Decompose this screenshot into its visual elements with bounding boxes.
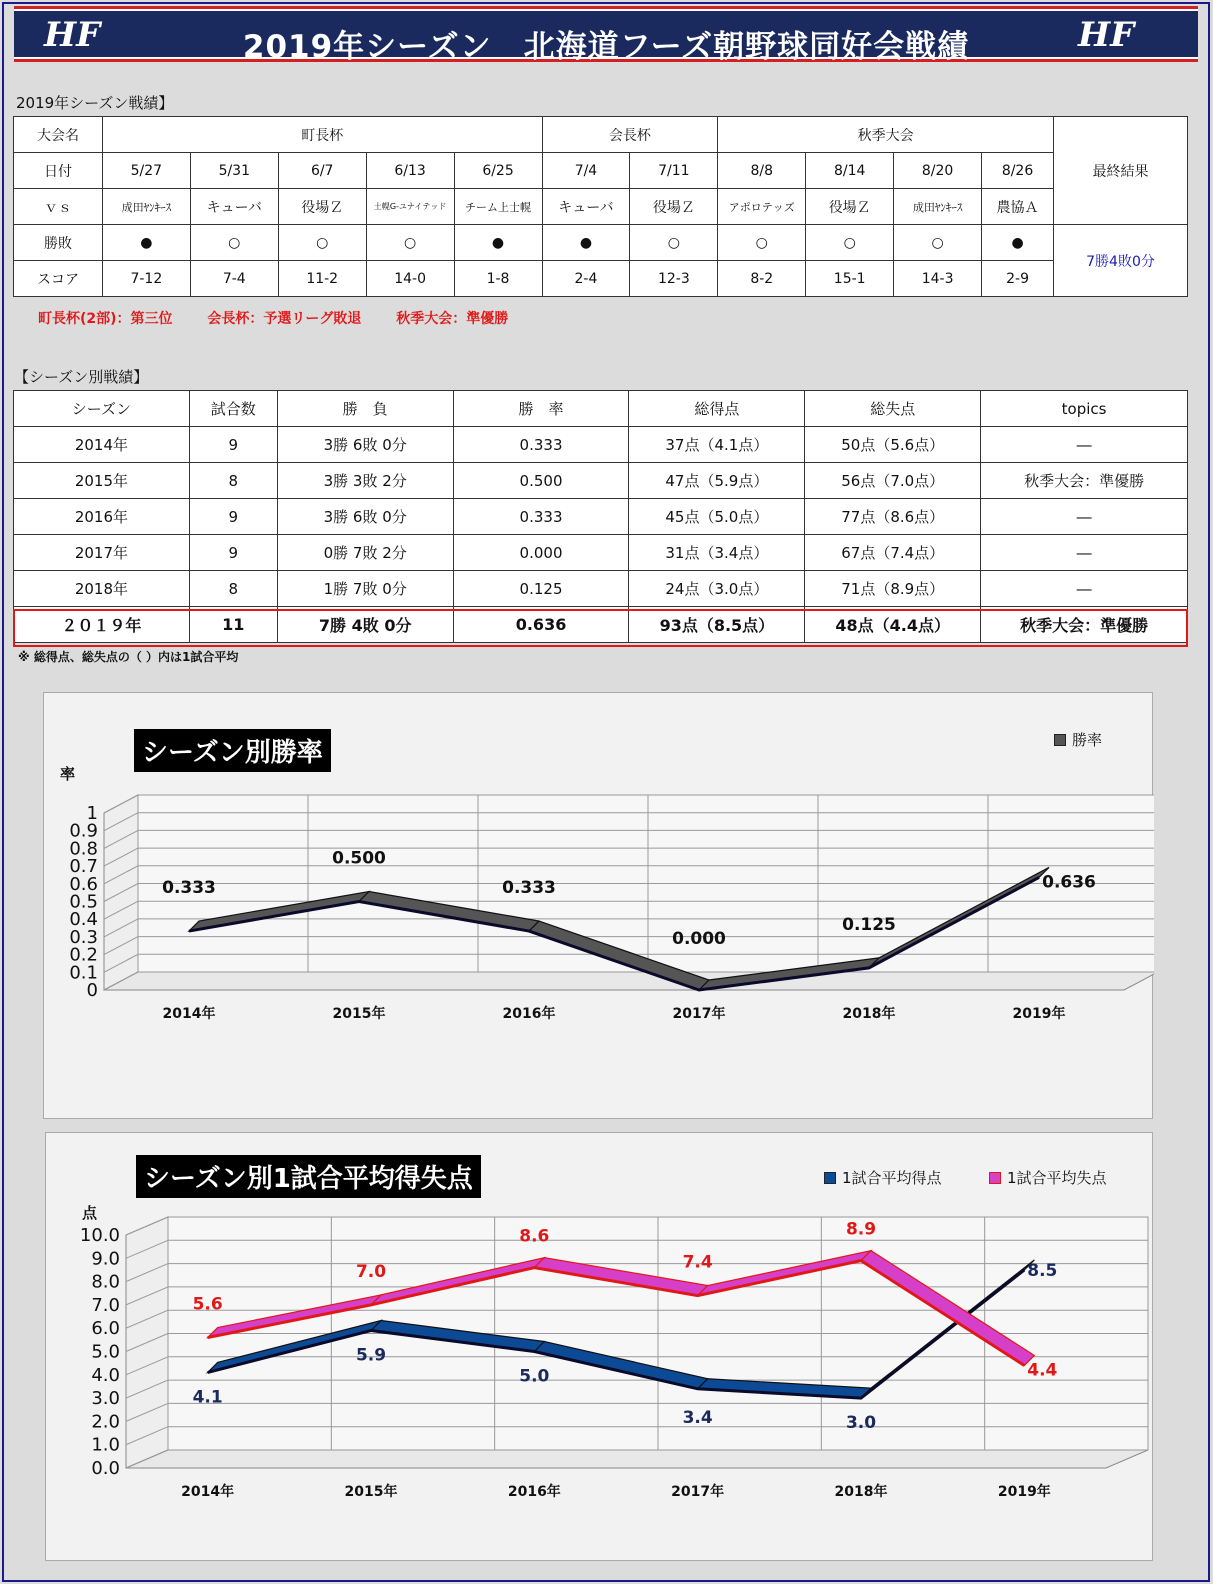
- game-opponent: 成田ﾔﾝｷｰｽ: [894, 189, 982, 225]
- tournament-name: 町長杯: [102, 117, 542, 153]
- note: 秋季大会：準優勝: [396, 311, 509, 327]
- game-score: 7-12: [102, 261, 190, 297]
- legend-swatch: [989, 1172, 1001, 1184]
- opponent-row: [14, 189, 1188, 225]
- history-cell: 3勝 3敗 2分: [277, 463, 453, 499]
- final-label: 最終結果: [1054, 117, 1188, 225]
- y-tick-label: 3.0: [91, 1388, 120, 1410]
- history-cell: 71点（8.9点）: [805, 571, 981, 607]
- game-date: 7/11: [630, 153, 718, 189]
- data-label: 0.125: [842, 914, 896, 935]
- game-opponent: 農協Ａ: [982, 189, 1054, 225]
- game-opponent: 成田ﾔﾝｷｰｽ: [102, 189, 190, 225]
- season-section-label: 2019年シーズン戦績】: [16, 94, 174, 112]
- data-label: 0.333: [502, 878, 556, 899]
- season-results-table: [13, 116, 1188, 297]
- x-tick-label: 2019年: [997, 1484, 1051, 1500]
- y-tick-label: 0.9: [69, 820, 98, 842]
- history-row: [14, 463, 1188, 499]
- legend-swatch: [1054, 734, 1066, 746]
- history-cell: 2016年: [14, 499, 190, 535]
- history-cell: 45点（5.0点）: [629, 499, 805, 535]
- game-opponent: 役場Ｚ: [630, 189, 718, 225]
- history-cell: 8: [189, 571, 277, 607]
- history-cell: 0.333: [453, 499, 629, 535]
- game-score: 14-3: [894, 261, 982, 297]
- history-row: [14, 535, 1188, 571]
- game-score: 1-8: [454, 261, 542, 297]
- chart-floor: [104, 972, 1154, 990]
- y-tick-label: 0.4: [69, 909, 98, 931]
- history-cell: 2018年: [14, 571, 190, 607]
- history-cell: 67点（7.4点）: [805, 535, 981, 571]
- tournament-name: 会長杯: [542, 117, 718, 153]
- history-cell: 8: [189, 463, 277, 499]
- history-cell: 2015年: [14, 463, 190, 499]
- row-label: 大会名: [14, 117, 103, 153]
- y-axis-label: 点: [82, 1204, 98, 1222]
- legend-label: 勝率: [1071, 731, 1102, 749]
- y-tick-label: 5.0: [91, 1341, 120, 1363]
- history-row: [14, 571, 1188, 607]
- game-date: 7/4: [542, 153, 630, 189]
- history-cell: ―: [981, 499, 1188, 535]
- y-tick-label: 4.0: [91, 1364, 120, 1386]
- scored-legend: [824, 1167, 942, 1188]
- game-result: ○: [278, 225, 366, 261]
- page-title: 2019年シーズン 北海道フーズ朝野球同好会戦績: [242, 29, 970, 65]
- history-cell: 24点（3.0点）: [629, 571, 805, 607]
- history-cell: ―: [981, 571, 1188, 607]
- history-cell: 47点（5.9点）: [629, 463, 805, 499]
- history-header-row: [14, 391, 1188, 427]
- history-cell: 93点（8.5点）: [629, 607, 805, 643]
- final-result-value: 7勝4敗0分: [1054, 225, 1188, 297]
- history-header-cell: 勝 率: [453, 391, 629, 427]
- footnote: ※ 総得点、総失点の（ ）内は1試合平均: [18, 650, 239, 664]
- data-label: 8.6: [519, 1226, 550, 1247]
- data-label: 4.1: [192, 1387, 223, 1408]
- history-row: [14, 607, 1188, 643]
- game-opponent: チーム上士幌: [454, 189, 542, 225]
- x-tick-label: 2014年: [181, 1484, 235, 1500]
- history-cell: 0勝 7敗 2分: [277, 535, 453, 571]
- date-row: [14, 153, 1188, 189]
- title-banner: [14, 6, 1198, 65]
- history-cell: 11: [189, 607, 277, 643]
- history-header-cell: topics: [981, 391, 1188, 427]
- history-cell: 7勝 4敗 0分: [277, 607, 453, 643]
- tournament-row: [14, 117, 1188, 153]
- data-label: 7.0: [355, 1261, 387, 1282]
- game-score: 12-3: [630, 261, 718, 297]
- game-result: ○: [630, 225, 718, 261]
- y-tick-label: 0.7: [69, 856, 98, 878]
- history-cell: ―: [981, 427, 1188, 463]
- note: 会長杯：予選リーグ敗退: [207, 311, 362, 327]
- history-cell: 0.636: [453, 607, 629, 643]
- row-label: 勝敗: [14, 225, 103, 261]
- y-tick-label: 1: [86, 803, 98, 824]
- y-tick-label: 2.0: [91, 1411, 120, 1433]
- history-cell: 2014年: [14, 427, 190, 463]
- y-tick-label: 8.0: [91, 1271, 120, 1293]
- team-logo-right: HF: [1078, 15, 1135, 55]
- game-result: ●: [982, 225, 1054, 261]
- data-label: 8.5: [1027, 1260, 1058, 1281]
- history-header-cell: 試合数: [189, 391, 277, 427]
- game-opponent: 土幌G-ユナイテッド: [366, 189, 454, 225]
- history-row: [14, 499, 1188, 535]
- game-date: 8/20: [894, 153, 982, 189]
- game-date: 6/13: [366, 153, 454, 189]
- history-header-cell: シーズン: [14, 391, 190, 427]
- season-history-table: [13, 390, 1188, 643]
- game-date: 6/25: [454, 153, 542, 189]
- legend-label: 1試合平均得点: [842, 1169, 942, 1187]
- history-header-cell: 勝 負: [277, 391, 453, 427]
- allowed-legend: [989, 1167, 1107, 1188]
- game-score: 8-2: [718, 261, 806, 297]
- history-cell: 31点（3.4点）: [629, 535, 805, 571]
- data-label: 3.0: [845, 1413, 877, 1434]
- history-cell: 48点（4.4点）: [805, 607, 981, 643]
- y-tick-label: 7.0: [91, 1294, 120, 1316]
- team-logo-left: HF: [44, 15, 101, 55]
- history-cell: 50点（5.6点）: [805, 427, 981, 463]
- game-score: 15-1: [806, 261, 894, 297]
- game-result: ○: [894, 225, 982, 261]
- data-label: 5.0: [519, 1366, 550, 1387]
- game-score: 7-4: [190, 261, 278, 297]
- result-row: [14, 225, 1188, 261]
- history-cell: 56点（7.0点）: [805, 463, 981, 499]
- data-label: 8.9: [845, 1219, 877, 1240]
- game-result: ○: [718, 225, 806, 261]
- y-tick-label: 0: [86, 980, 98, 1001]
- history-cell: 0.500: [453, 463, 629, 499]
- chart-floor: [126, 1450, 1148, 1468]
- history-cell: 3勝 6敗 0分: [277, 427, 453, 463]
- history-cell: 9: [189, 535, 277, 571]
- x-tick-label: 2017年: [672, 1006, 726, 1022]
- score-avg-chart-panel: [45, 1132, 1153, 1561]
- history-cell: 9: [189, 427, 277, 463]
- data-label: 5.6: [192, 1294, 223, 1315]
- legend-label: 1試合平均失点: [1007, 1169, 1107, 1187]
- game-date: 5/31: [190, 153, 278, 189]
- history-cell: ―: [981, 535, 1188, 571]
- x-tick-label: 2015年: [332, 1006, 386, 1022]
- data-label: 0.000: [672, 929, 726, 949]
- x-tick-label: 2015年: [344, 1484, 398, 1500]
- y-tick-label: 1.0: [91, 1434, 120, 1456]
- history-cell: 37点（4.1点）: [629, 427, 805, 463]
- history-cell: 0.333: [453, 427, 629, 463]
- data-label: 0.500: [332, 848, 386, 869]
- game-score: 2-4: [542, 261, 630, 297]
- game-date: 5/27: [102, 153, 190, 189]
- game-date: 6/7: [278, 153, 366, 189]
- game-result: ○: [190, 225, 278, 261]
- history-cell: 秋季大会：準優勝: [981, 463, 1188, 499]
- x-tick-label: 2016年: [502, 1006, 556, 1022]
- y-tick-label: 0.1: [69, 962, 98, 984]
- history-cell: 0.000: [453, 535, 629, 571]
- y-tick-label: 0.2: [69, 944, 98, 966]
- game-result: ○: [806, 225, 894, 261]
- game-date: 8/14: [806, 153, 894, 189]
- game-score: 2-9: [982, 261, 1054, 297]
- history-cell: 秋季大会：準優勝: [981, 607, 1188, 643]
- game-opponent: キューバ: [190, 189, 278, 225]
- row-label: ｖｓ: [14, 189, 103, 225]
- win-rate-chart-title: シーズン別勝率: [134, 729, 331, 772]
- win-rate-legend: [1054, 729, 1102, 750]
- y-tick-label: 0.3: [69, 926, 98, 948]
- history-cell: 3勝 6敗 0分: [277, 499, 453, 535]
- data-label: 5.9: [355, 1345, 387, 1366]
- game-result: ●: [102, 225, 190, 261]
- history-cell: 2017年: [14, 535, 190, 571]
- history-cell: 9: [189, 499, 277, 535]
- x-tick-label: 2016年: [507, 1484, 561, 1500]
- history-cell: 77点（8.6点）: [805, 499, 981, 535]
- y-tick-label: 0.8: [69, 838, 98, 860]
- y-tick-label: 10.0: [79, 1225, 120, 1246]
- y-tick-label: 0.6: [69, 873, 98, 895]
- history-row: [14, 427, 1188, 463]
- y-tick-label: 9.0: [91, 1248, 120, 1270]
- game-opponent: キューバ: [542, 189, 630, 225]
- row-label: スコア: [14, 261, 103, 297]
- data-label: 0.333: [162, 878, 216, 899]
- game-result: ●: [454, 225, 542, 261]
- tournament-notes: [38, 308, 538, 328]
- history-cell: 1勝 7敗 0分: [277, 571, 453, 607]
- game-opponent: 役場Ｚ: [278, 189, 366, 225]
- history-cell: 0.125: [453, 571, 629, 607]
- y-tick-label: 0.0: [91, 1458, 120, 1479]
- history-cell: ２０１９年: [14, 607, 190, 643]
- row-label: 日付: [14, 153, 103, 189]
- game-result: ○: [366, 225, 454, 261]
- score-avg-chart-title: シーズン別1試合平均得失点: [136, 1155, 481, 1198]
- x-tick-label: 2019年: [1012, 1006, 1066, 1022]
- game-date: 8/26: [982, 153, 1054, 189]
- x-tick-label: 2017年: [671, 1484, 725, 1500]
- data-label: 4.4: [1027, 1360, 1058, 1381]
- note: 町長杯(2部)：第三位: [38, 311, 173, 327]
- win-rate-chart-panel: [43, 692, 1153, 1119]
- x-tick-label: 2014年: [162, 1006, 216, 1022]
- game-opponent: 役場Ｚ: [806, 189, 894, 225]
- game-opponent: アポロテッズ: [718, 189, 806, 225]
- game-score: 14-0: [366, 261, 454, 297]
- x-tick-label: 2018年: [842, 1006, 896, 1022]
- data-label: 7.4: [682, 1252, 713, 1273]
- score-row: [14, 261, 1188, 297]
- data-label: 3.4: [682, 1407, 713, 1428]
- y-tick-label: 0.5: [69, 891, 98, 913]
- y-axis-label: 率: [60, 765, 76, 783]
- game-date: 8/8: [718, 153, 806, 189]
- history-header-cell: 総得点: [629, 391, 805, 427]
- game-score: 11-2: [278, 261, 366, 297]
- legend-swatch: [824, 1172, 836, 1184]
- history-section-label: 【シーズン別戦績】: [14, 368, 149, 386]
- game-result: ●: [542, 225, 630, 261]
- history-header-cell: 総失点: [805, 391, 981, 427]
- y-tick-label: 6.0: [91, 1318, 120, 1340]
- x-tick-label: 2018年: [834, 1484, 888, 1500]
- tournament-name: 秋季大会: [718, 117, 1054, 153]
- data-label: 0.636: [1042, 872, 1096, 893]
